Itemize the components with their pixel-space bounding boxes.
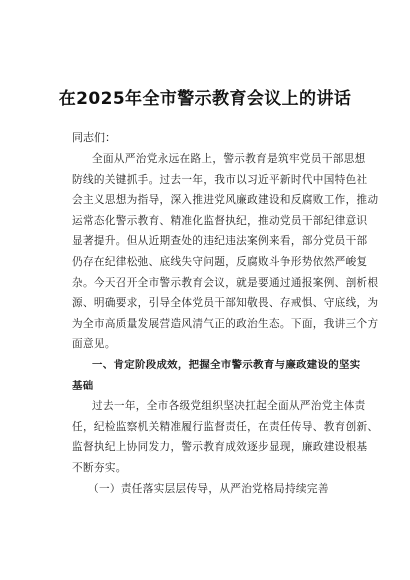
salutation: 同志们： xyxy=(72,131,116,144)
paragraph-line: 仍存在纪律松弛、底线失守问题，反腐败斗争形势依然严峻复 xyxy=(72,255,368,268)
paragraph-line: 全面从严治党永远在路上，警示教育是筑牢党员干部思想 xyxy=(92,153,366,165)
document-title: 在2025年全市警示教育会议上的讲话 xyxy=(58,89,352,109)
document-body xyxy=(72,149,379,499)
paragraph-line: 不断夯实。 xyxy=(72,461,127,474)
paragraph-line: 面意见。 xyxy=(72,338,116,351)
paragraph-line: 运常态化警示教育、精准化监督执纪，推动党员干部纪律意识 xyxy=(72,214,368,227)
section-heading-continued: 基础 xyxy=(72,379,94,392)
paragraph-line: 任，纪检监察机关精准履行监督责任，在责任传导、教育创新、 xyxy=(72,420,379,433)
paragraph-line: 过去一年，全市各级党组织坚决扛起全面从严治党主体责 xyxy=(92,400,366,413)
paragraph-line: 会主义思想为指导，深入推进党风廉政建设和反腐败工作，推动 xyxy=(72,194,379,207)
subsection-heading: （一）责任落实层层传导，从严治党格局持续完善 xyxy=(88,482,329,495)
paragraph-line: 显著提升。但从近期查处的违纪违法案例来看，部分党员干部 xyxy=(72,235,368,248)
paragraph-line: 监督执纪上协同发力，警示教育成效逐步显现，廉政建设根基 xyxy=(72,441,368,454)
paragraph-line: 杂。今天召开全市警示教育会议，就是要通过通报案例、剖析根 xyxy=(72,276,379,289)
paragraph-line: 为全市高质量发展营造风清气正的政治生态。下面，我讲三个方 xyxy=(72,317,379,330)
paragraph-line: 源、明确要求，引导全体党员干部知敬畏、存戒惧、守底线，为 xyxy=(72,297,379,310)
paragraph-line: 防线的关键抓手。过去一年，我市以习近平新时代中国特色社 xyxy=(72,173,368,186)
section-heading: 一、肯定阶段成效，把握全市警示教育与廉政建设的坚实 xyxy=(92,358,361,371)
